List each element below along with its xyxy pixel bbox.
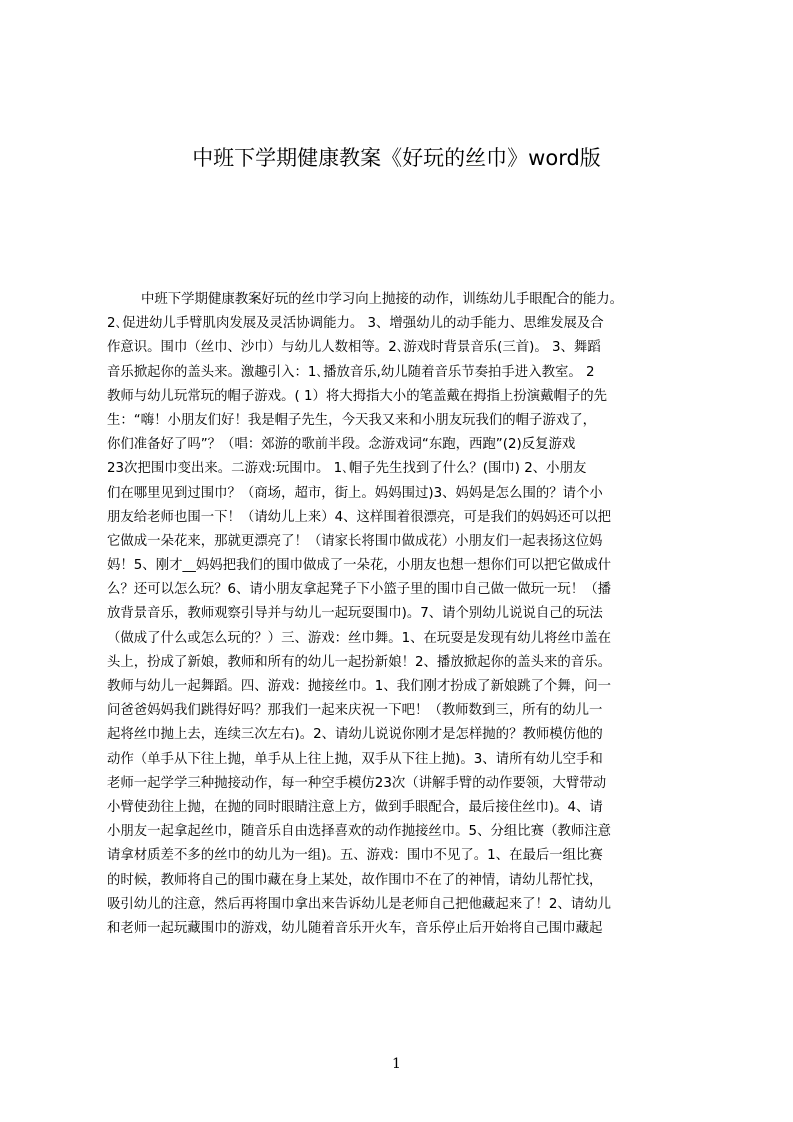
text-line: 教师与幼儿玩常玩的帽子游戏。( 1）将大拇指大小的笔盖戴在拇指上扮演戴帽子的先: [107, 388, 608, 404]
text-line: 音乐掀起你的盖头来。激趣引入：1､播放音乐,幼儿随着音乐节奏拍手进入教室。 2: [107, 364, 595, 380]
text-line: 吸引幼儿的注意，然后再将围巾拿出来告诉幼儿是老师自己把他藏起来了！2、请幼儿: [107, 896, 611, 912]
text-line: 们在哪里见到过围巾？（商场，超市，街上。妈妈围过)3、妈妈是怎么围的？请个小: [107, 485, 603, 501]
text-line: 生：“嗨！小朋友们好！我是帽子先生，今天我又来和小朋友玩我们的帽子游戏了，: [107, 412, 596, 428]
text-line: 朋友给老师也围一下！（请幼儿上来）4、这样围着很漂亮，可是我们的妈妈还可以把: [107, 509, 611, 525]
text-line: 问爸爸妈妈我们跳得好吗？那我们一起来庆祝一下吧！（教师数到三，所有的幼儿一: [107, 703, 603, 719]
text-line: 头上，扮成了新娘，教师和所有的幼儿一起扮新娘！2、播放掀起你的盖头来的音乐。: [107, 654, 611, 670]
text-line: 教师与幼儿一起舞蹈。四、游戏：抛接丝巾。1、我们刚才扮成了新娘跳了个舞，问一: [107, 679, 611, 694]
page-number: 1: [392, 1056, 401, 1072]
text-line: 动作（单手从下往上抛，单手从上往上抛，双手从下往上抛)。3、请所有幼儿空手和: [107, 751, 603, 767]
text-line: 2､促进幼儿手臂肌肉发展及灵活协调能力。 3、增强幼儿的动手能力、思维发展及合: [107, 316, 604, 332]
text-line: 的时候，教师将自己的围巾藏在身上某处，故作围巾不在了的神情，请幼儿帮忙找，: [107, 872, 603, 888]
text-line: 你们准备好了吗”？（唱：郊游的歌前半段。念游戏词“东跑，西跑”(2)反复游戏: [107, 437, 576, 453]
text-line: 老师一起学学三种抛接动作，每一种空手模仿23次（讲解手臂的动作要领，大臂带动: [107, 775, 607, 791]
page-title: 中班下学期健康教案《好玩的丝巾》word版: [192, 146, 601, 170]
text-line: 作意识。围巾（丝巾、沙巾）与幼儿人数相等。2､游戏时背景音乐(三首)。 3、舞蹈: [107, 340, 601, 356]
text-line: 起将丝巾抛上去，连续三次左右)。2、请幼儿说说你刚才是怎样抛的？教师模仿他的: [107, 727, 603, 743]
text-line: 中班下学期健康教案好玩的丝巾学习向上抛接的动作，训练幼儿手眼配合的能力。: [141, 292, 624, 307]
text-line: 么？还可以怎么玩？6、请小朋友拿起凳子下小篮子里的围巾自己做一做玩一玩！（播: [107, 582, 611, 598]
text-line: （做成了什么或怎么玩的？）三、游戏：丝巾舞。1、在玩耍是发现有幼儿将丝巾盖在: [107, 630, 611, 646]
text-line: 小朋友一起拿起丝巾，随音乐自由选择喜欢的动作抛接丝巾。5、分组比赛（教师注意: [107, 824, 611, 840]
text-line: 它做成一朵花来，那就更漂亮了！（请家长将围巾做成花）小朋友们一起表扬这位妈: [107, 533, 603, 549]
text-line: 23次把围巾变出来。二游戏:玩围巾。 1､帽子先生找到了什么？(围巾) 2、小朋友: [107, 461, 587, 477]
text-line: 和老师一起玩藏围巾的游戏，幼儿随着音乐开火车，音乐停止后开始将自己围巾藏起: [107, 920, 603, 936]
text-line: 小臂使劲往上抛，在抛的同时眼睛注意上方，做到手眼配合，最后接住丝巾)。4、请: [107, 799, 603, 815]
text-line: 妈！5、刚才__妈妈把我们的围巾做成了一朵花，小朋友也想一想你们可以把它做成什: [107, 558, 611, 574]
text-line: 请拿材质差不多的丝巾的幼儿为一组)。五、游戏：围巾不见了。1、在最后一组比赛: [107, 848, 603, 864]
document-body: [107, 288, 697, 1048]
text-line: 放背景音乐，教师观察引导并与幼儿一起玩耍围巾)。7、请个别幼儿说说自己的玩法: [107, 606, 603, 622]
